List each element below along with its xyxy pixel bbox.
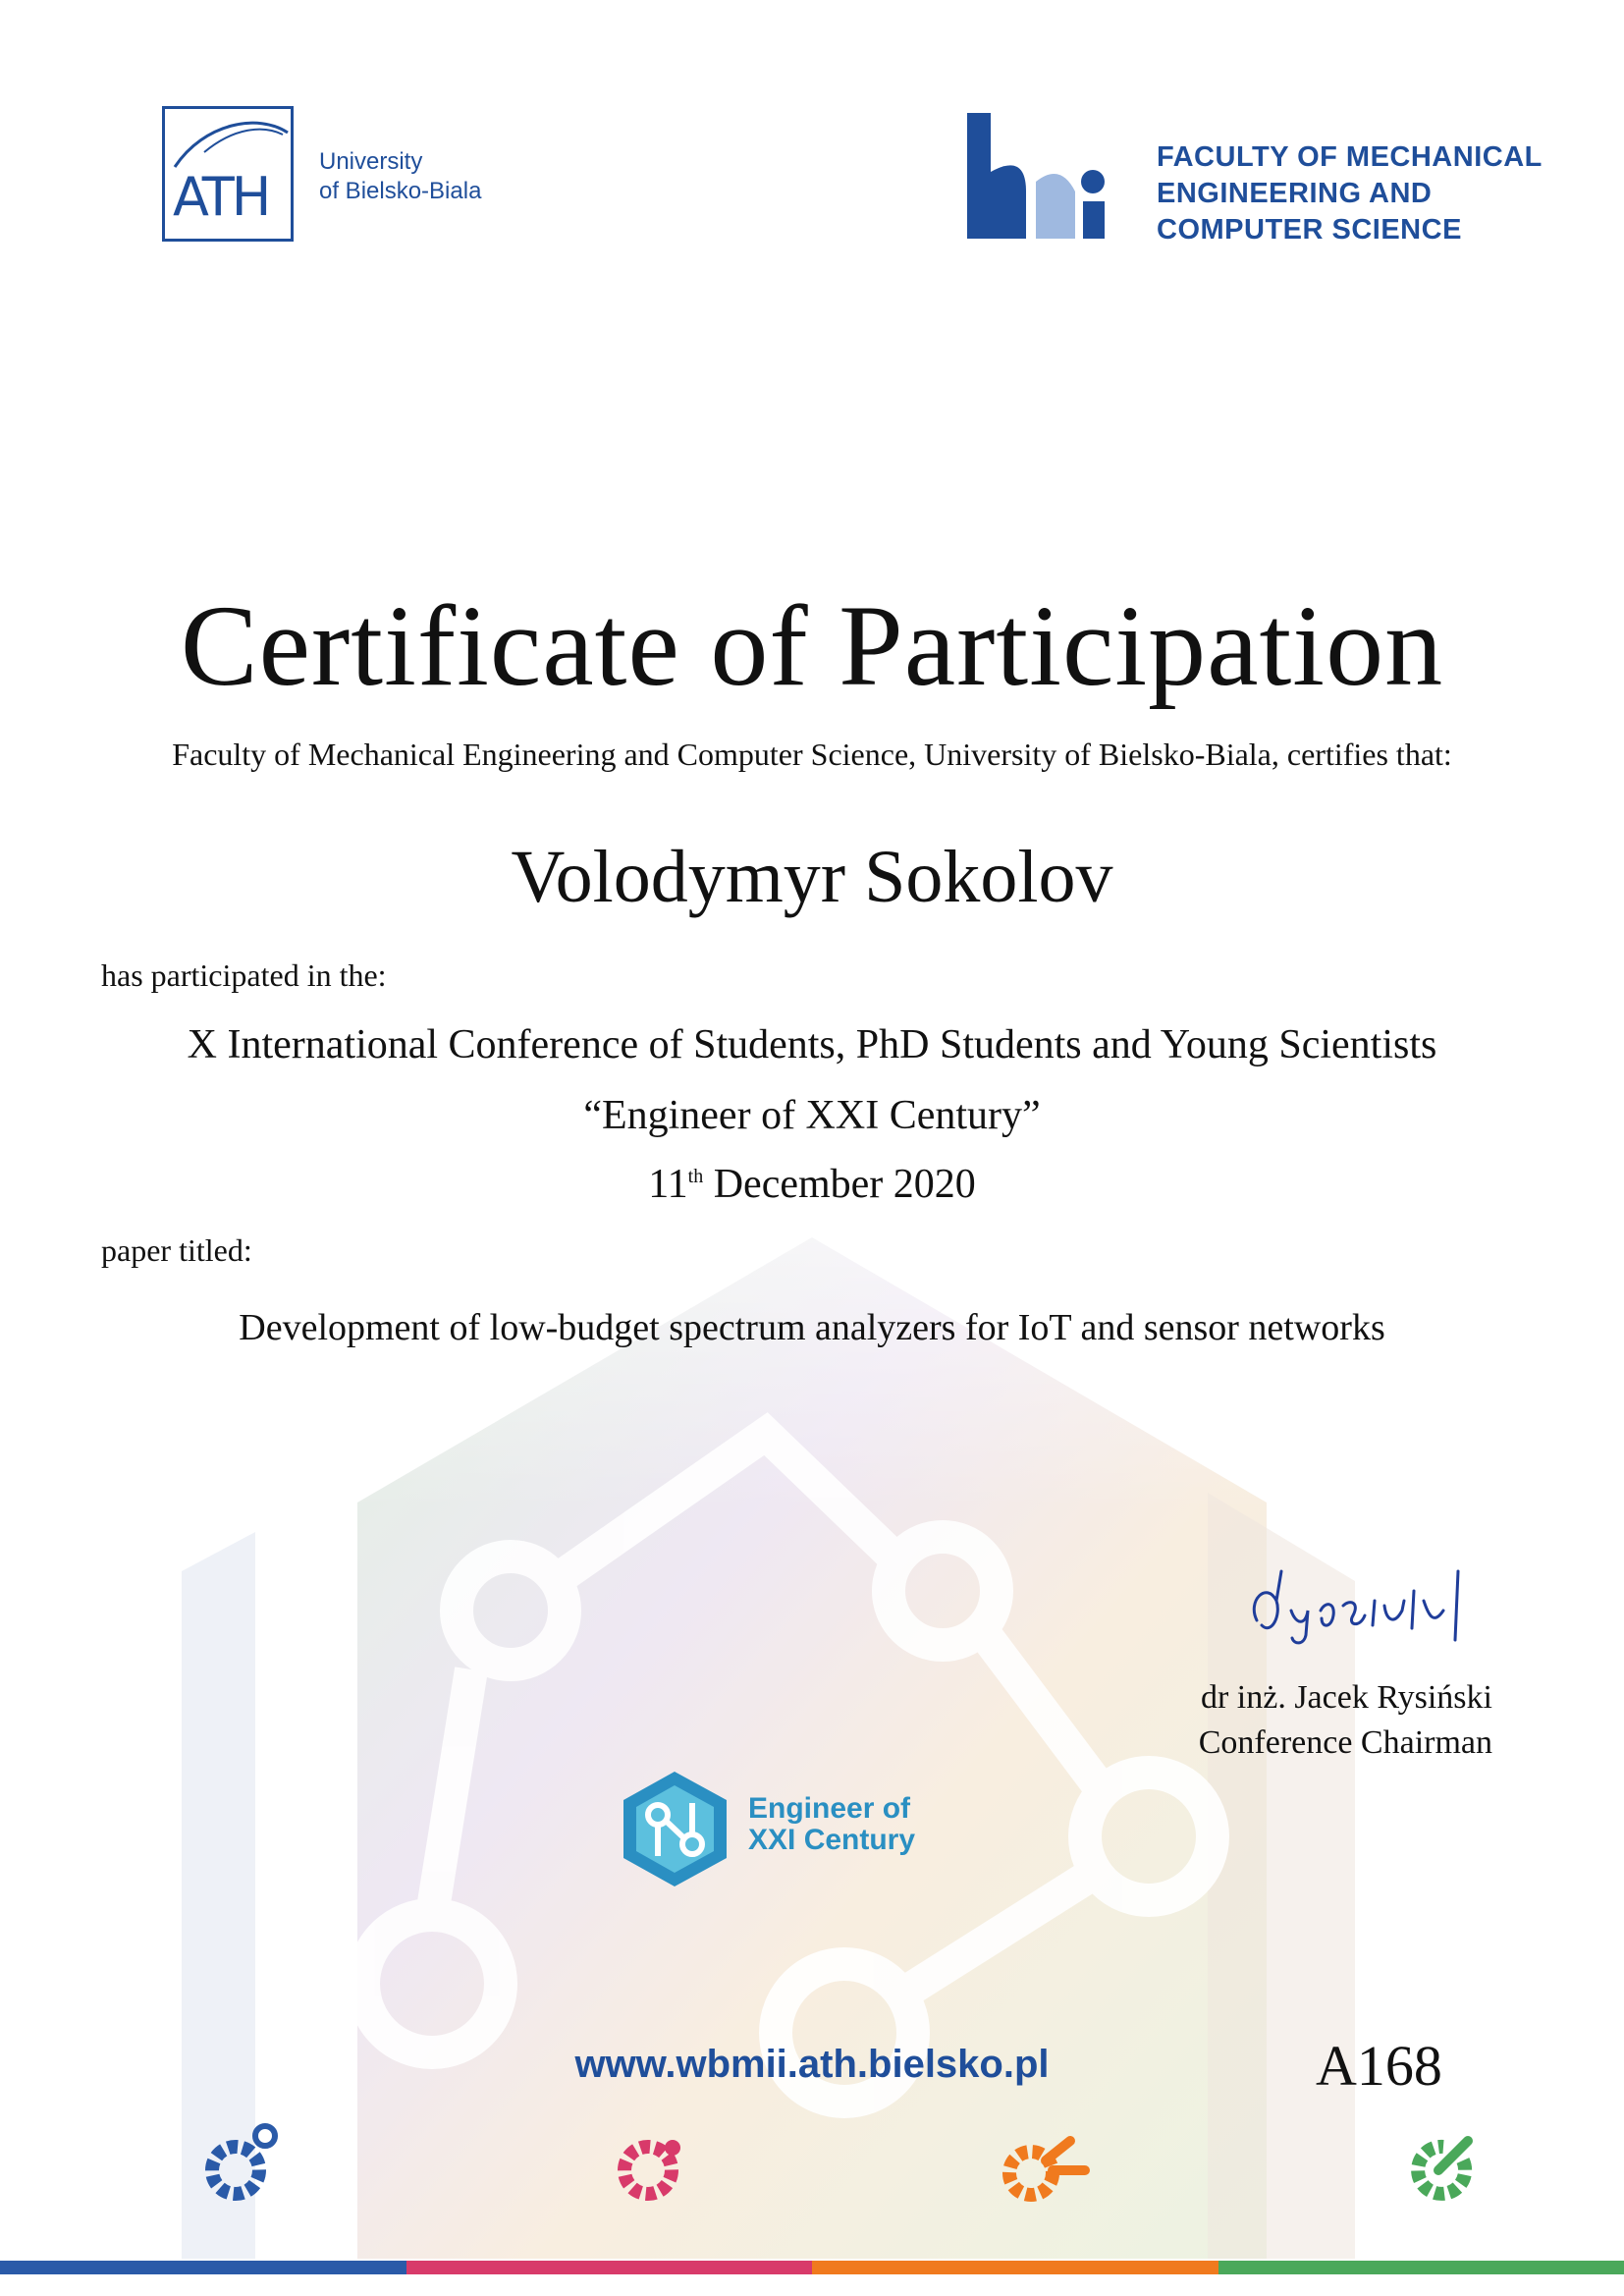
faculty-name [1157, 139, 1543, 248]
footer-color-bar [0, 2261, 1624, 2274]
conference-logo-text [748, 1793, 915, 1856]
certificate-title: Certificate of Participation [180, 581, 1444, 710]
university-line1: University [319, 148, 423, 175]
ath-logo-text: ATH [173, 166, 269, 228]
ath-logo [162, 106, 294, 242]
faculty-line2: ENGINEERING AND [1157, 178, 1433, 209]
gear-blue-icon [191, 2116, 290, 2214]
gear-orange-icon [992, 2116, 1090, 2214]
faculty-line3: COMPUTER SCIENCE [1157, 214, 1462, 246]
conference-logo-line1: Engineer of [748, 1792, 911, 1825]
footer-bar-green [1218, 2261, 1624, 2274]
conference-name: “Engineer of XXI Century” [583, 1093, 1041, 1138]
certifies-statement: Faculty of Mechanical Engineering and Computer Science, University of Bielsko-Biala, certifies that: [172, 737, 1452, 772]
faculty-logo-icon [967, 113, 1124, 241]
date-rest: December 2020 [703, 1162, 976, 1207]
paper-label: paper titled: [101, 1232, 252, 1268]
paper-title: Development of low-budget spectrum analyzers for IoT and sensor networks [239, 1307, 1385, 1348]
footer-bar-pink [406, 2261, 813, 2274]
footer-bar-orange [812, 2261, 1218, 2274]
conference-description: X International Conference of Students, PhD Students and Young Scientists [187, 1022, 1437, 1067]
faculty-website: www.wbmii.ath.bielsko.pl [574, 2043, 1050, 2086]
signatory-name: dr inż. Jacek Rysiński [1200, 1679, 1492, 1716]
recipient-name: Volodymyr Sokolov [511, 836, 1113, 918]
conference-date [0, 1161, 1624, 1208]
participated-label: has participated in the: [101, 957, 387, 993]
conference-logo-line2: XXI Century [748, 1824, 916, 1856]
signatory-role: Conference Chairman [1198, 1724, 1492, 1761]
university-name [319, 147, 481, 206]
date-suffix: th [687, 1166, 704, 1187]
date-day: 11 [648, 1162, 688, 1207]
gear-green-icon [1394, 2116, 1492, 2214]
ath-logo-arc-icon [165, 113, 291, 172]
certificate-serial-number: A168 [1316, 2034, 1442, 2098]
conference-logo-icon [619, 1768, 731, 1890]
faculty-line1: FACULTY OF MECHANICAL [1157, 141, 1543, 173]
gear-pink-icon [604, 2116, 702, 2214]
university-line2: of Bielsko-Biala [319, 178, 482, 204]
signature-icon [1237, 1542, 1532, 1650]
footer-bar-blue [0, 2261, 406, 2274]
signatory-block [1080, 1675, 1492, 1766]
